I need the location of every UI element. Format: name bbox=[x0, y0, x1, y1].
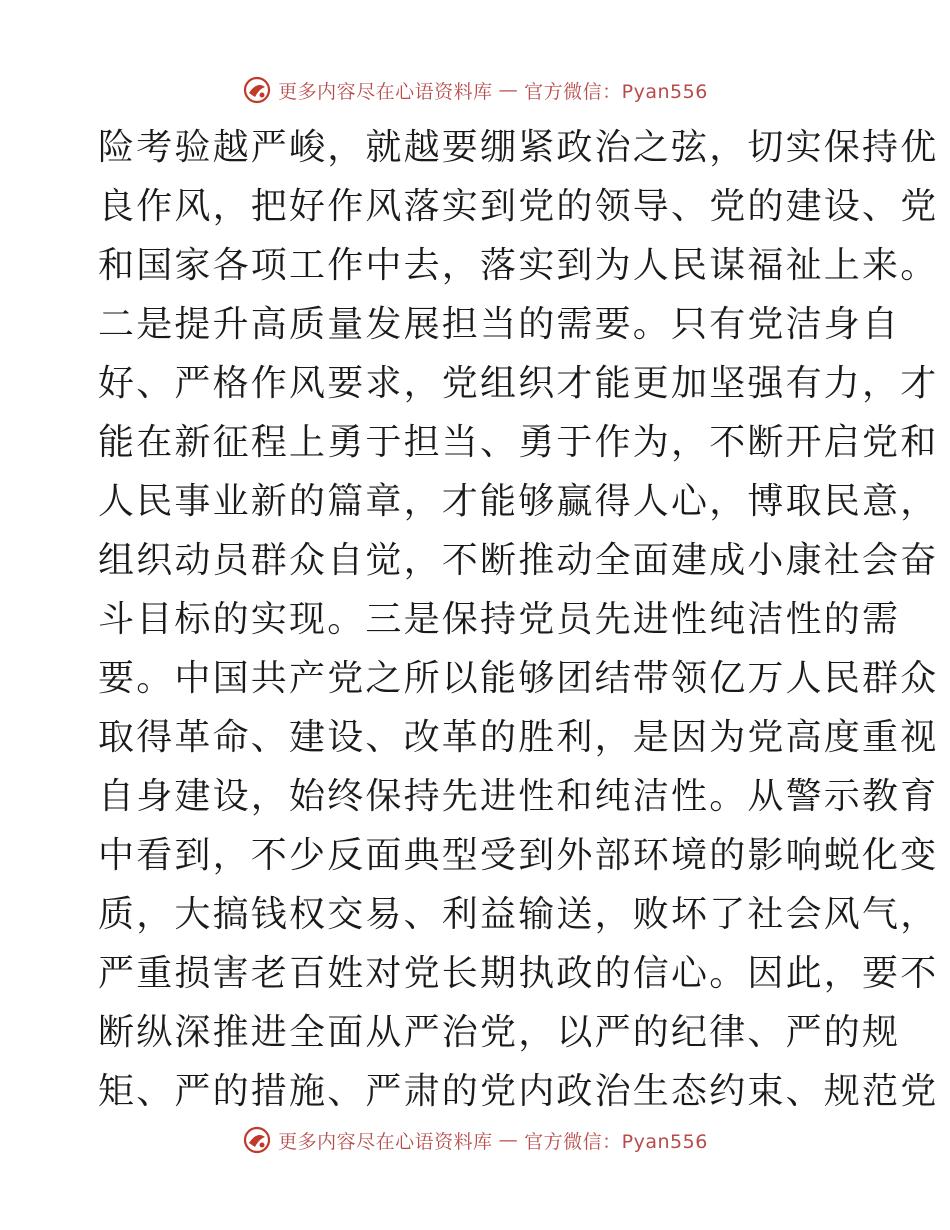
text-line: 矩、严的措施、严肃的党内政治生态约束、规范党 bbox=[98, 1071, 939, 1112]
document-body bbox=[98, 118, 939, 1121]
text-line: 严重损害老百姓对党长期执政的信心。因此，要不 bbox=[98, 953, 939, 994]
watermark-contact: 官方微信：Pyan556 bbox=[524, 80, 708, 103]
text-line: 中看到，不少反面典型受到外部环境的影响蜕化变 bbox=[98, 835, 939, 876]
brand-logo-icon bbox=[242, 75, 272, 105]
text-line: 取得革命、建设、改革的胜利，是因为党高度重视 bbox=[98, 717, 939, 758]
brand-logo-icon bbox=[242, 1125, 272, 1155]
text-line: 人民事业新的篇章，才能够赢得人心，博取民意， bbox=[98, 481, 939, 522]
watermark-text: 更多内容尽在心语资料库 bbox=[278, 1130, 493, 1153]
text-line: 断纵深推进全面从严治党，以严的纪律、严的规 bbox=[98, 1012, 901, 1053]
text-line: 组织动员群众自觉，不断推动全面建成小康社会奋 bbox=[98, 540, 939, 581]
watermark-text: 更多内容尽在心语资料库 bbox=[278, 80, 493, 103]
watermark bbox=[242, 75, 708, 105]
text-line: 要。中国共产党之所以能够团结带领亿万人民群众 bbox=[98, 658, 939, 699]
watermark bbox=[242, 1125, 708, 1155]
text-line: 斗目标的实现。三是保持党员先进性纯洁性的需 bbox=[98, 599, 901, 640]
text-line: 和国家各项工作中去，落实到为人民谋福祉上来。 bbox=[98, 245, 939, 286]
text-line: 质，大搞钱权交易、利益输送，败坏了社会风气， bbox=[98, 894, 939, 935]
watermark-separator: — bbox=[498, 1129, 519, 1151]
watermark-contact: 官方微信：Pyan556 bbox=[524, 1130, 708, 1153]
page-header-watermark bbox=[0, 70, 950, 110]
page-footer-watermark bbox=[0, 1120, 950, 1160]
text-line: 良作风，把好作风落实到党的领导、党的建设、党 bbox=[98, 186, 939, 227]
watermark-separator: — bbox=[498, 79, 519, 101]
text-line: 自身建设，始终保持先进性和纯洁性。从警示教育 bbox=[98, 776, 939, 817]
text-line: 二是提升高质量发展担当的需要。只有党洁身自 bbox=[98, 304, 901, 345]
text-line: 好、严格作风要求，党组织才能更加坚强有力，才 bbox=[98, 363, 939, 404]
text-line: 能在新征程上勇于担当、勇于作为，不断开启党和 bbox=[98, 422, 939, 463]
text-line: 险考验越严峻，就越要绷紧政治之弦，切实保持优 bbox=[98, 127, 939, 168]
